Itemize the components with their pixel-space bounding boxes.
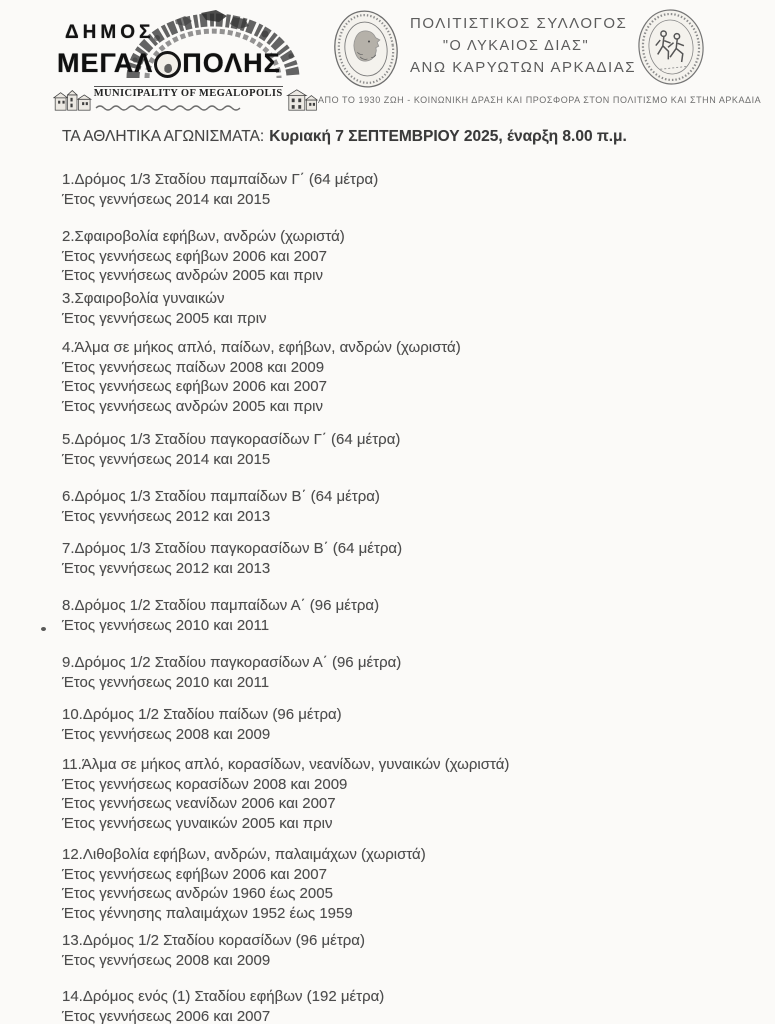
event-item	[62, 170, 378, 209]
event-item	[62, 755, 509, 833]
event-title: 6.Δρόμος 1/3 Σταδίου παμπαίδων Β΄ (64 μέτρα)	[62, 488, 380, 505]
scan-artifact-speck	[41, 627, 46, 631]
event-detail: Έτος γεννήσεως 2008 και 2009	[62, 725, 271, 743]
event-detail: Έτος γεννήσεως παίδων 2008 και 2009	[62, 358, 325, 376]
event-detail: Έτος γεννήσεως ανδρών 2005 και πριν	[62, 267, 323, 284]
event-item	[62, 227, 345, 286]
municipality-name-greek-top: ΔΗΜΟΣ	[65, 22, 155, 43]
event-detail: Έτος γεννήσεως 2014 και 2015	[62, 190, 271, 208]
event-title: 8.Δρόμος 1/2 Σταδίου παμπαίδων Α΄ (96 μέτρα)	[62, 597, 380, 614]
event-title: 14.Δρόμος ενός (1) Σταδίου εφήβων (192 μέτρα)	[62, 988, 385, 1005]
event-detail: Έτος γεννήσεως εφήβων 2006 και 2007	[62, 247, 327, 265]
event-detail: Έτος γεννήσεως εφήβων 2006 και 2007	[62, 378, 327, 395]
event-detail: Έτος γεννήσεως ανδρών 1960 έως 2005	[62, 885, 333, 902]
event-item	[62, 539, 402, 578]
municipality-name-part-right: ΠΟΛΗΣ	[182, 48, 281, 78]
event-title: 1.Δρόμος 1/3 Σταδίου παμπαίδων Γ΄ (64 μέτρα)	[62, 171, 379, 188]
club-tagline: ΑΠΟ ΤΟ 1930 ΖΩΗ - ΚΟΙΝΩΝΙΚΗ ΔΡΑΣΗ ΚΑΙ ΠΡΟΣΦΟΡΑ ΣΤΟΝ ΠΟΛΙΤΙΣΜΟ ΚΑΙ ΣΤΗΝ ΑΡΚΑΔΙΑ	[318, 95, 762, 105]
event-detail: Έτος γεννήσεως 2014 και 2015	[62, 450, 271, 468]
event-detail: Έτος γεννήσεως ανδρών 2005 και πριν	[62, 397, 323, 415]
event-item	[62, 596, 379, 635]
event-item	[62, 289, 267, 328]
event-detail: Έτος γεννήσεως γυναικών 2005 και πριν	[62, 814, 333, 832]
club-name-line1: ΠΟΛΙΤΙΣΤΙΚΟΣ ΣΥΛΛΟΓΟΣ	[410, 15, 628, 32]
event-title: 12.Λιθοβολία εφήβων, ανδρών, παλαιμάχων (χωριστά)	[62, 846, 426, 863]
event-detail: Έτος γεννήσεως νεανίδων 2006 και 2007	[62, 795, 336, 812]
event-title: 9.Δρόμος 1/2 Σταδίου παγκορασίδων Α΄ (96 μέτρα)	[62, 654, 402, 671]
event-item	[62, 845, 426, 923]
page-title-label: ΤΑ ΑΘΛΗΤΙΚΑ ΑΓΩΝΙΣΜΑΤΑ:	[62, 128, 265, 145]
club-name-line2: "Ο ΛΥΚΑΙΟΣ ΔΙΑΣ"	[442, 38, 590, 54]
event-detail: Έτος γεννήσεως κορασίδων 2008 και 2009	[62, 775, 348, 793]
event-title: 11.Άλμα σε μήκος απλό, κορασίδων, νεανίδων, γυναικών (χωριστά)	[62, 756, 510, 773]
event-detail: Έτος γεννήσεως 2006 και 2007	[62, 1007, 271, 1024]
event-detail: Έτος γεννήσεως εφήβων 2006 και 2007	[62, 865, 327, 883]
event-item	[62, 338, 461, 416]
municipality-name-part-left: ΜΕΓΑΛ	[57, 48, 154, 78]
event-detail: Έτος γεννήσεως 2010 και 2011	[62, 616, 270, 634]
event-title: 13.Δρόμος 1/2 Σταδίου κορασίδων (96 μέτρα)	[62, 932, 365, 949]
event-title: 4.Άλμα σε μήκος απλό, παίδων, εφήβων, ανδρών (χωριστά)	[62, 339, 461, 356]
event-detail: Έτος γεννήσεως 2008 και 2009	[62, 951, 271, 969]
club-name-line3: ΑΝΩ ΚΑΡΥΩΤΩΝ ΑΡΚΑΔΙΑΣ	[410, 59, 636, 76]
page-title-datetime: Κυριακή 7 ΣΕΠΤΕΜΒΡΙΟΥ 2025, έναρξη 8.00 π.μ.	[269, 128, 627, 145]
event-title: 5.Δρόμος 1/3 Σταδίου παγκορασίδων Γ΄ (64 μέτρα)	[62, 431, 401, 448]
event-item	[62, 931, 365, 970]
event-title: 7.Δρόμος 1/3 Σταδίου παγκορασίδων Β΄ (64 μέτρα)	[62, 540, 403, 557]
event-title: 2.Σφαιροβολία εφήβων, ανδρών (χωριστά)	[62, 228, 345, 245]
event-item	[62, 653, 401, 692]
event-detail: Έτος γεννήσεως 2012 και 2013	[62, 559, 271, 577]
event-detail: Έτος γεννήσεως 2010 και 2011	[62, 673, 270, 691]
municipality-name-english: MUNICIPALITY OF MEGALOPOLIS	[93, 88, 283, 99]
event-item	[62, 430, 400, 469]
event-item	[62, 705, 342, 744]
event-detail: Έτος γέννησης παλαιμάχων 1952 έως 1959	[62, 904, 353, 922]
event-title: 3.Σφαιροβολία γυναικών	[62, 290, 225, 307]
event-detail: Έτος γεννήσεως 2012 και 2013	[62, 507, 271, 525]
event-item	[62, 487, 380, 526]
event-title: 10.Δρόμος 1/2 Σταδίου παίδων (96 μέτρα)	[62, 706, 342, 723]
event-item	[62, 987, 384, 1024]
event-detail: Έτος γεννήσεως 2005 και πριν	[62, 309, 267, 327]
